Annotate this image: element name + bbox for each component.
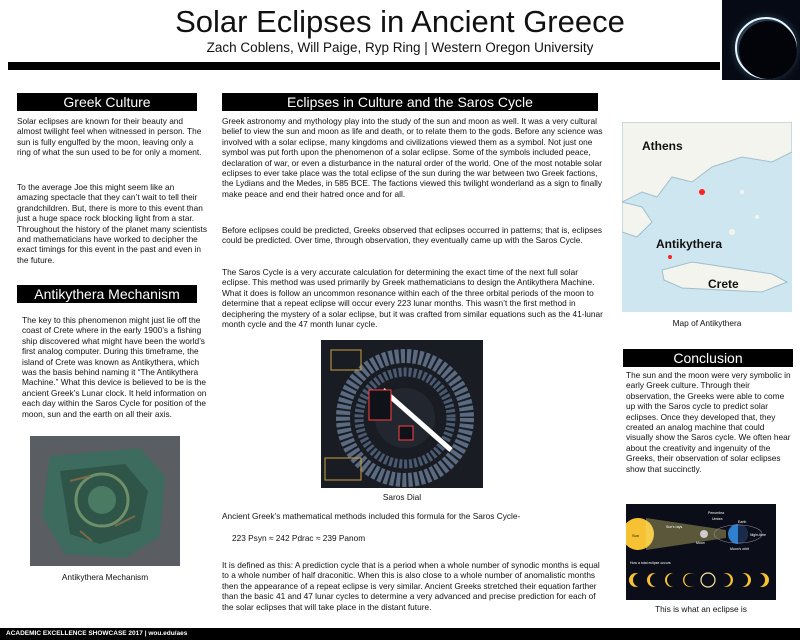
map-label-crete: Crete: [708, 277, 739, 291]
saros-formula-intro: Ancient Greek’s mathematical methods included this formula for the Saros Cycle-: [222, 511, 521, 521]
saros-paragraph-1: Greek astronomy and mythology play into the study of the sun and moon as well. It was a very cultural belief to view the sun and moon as life and death, or to relate them to the gods. Before any science was involved with a solar eclipse, many kingdoms and civilizations viewed them as a symbol. Not just one symbol was put forth upon the phenomenon of a solar eclipse. Some of the symbols included peace, declaration of war, or even a disturbance in the natural order of the world. One of the most notable solar eclipses to ever take place was the total eclipse of the sun during the war between two Greek factions, the Lydians and the Medes, in 585 BCE. The factions viewed this twilight wonderland as a sign to finally make peace and end their hatred once and for all.: [222, 116, 603, 199]
eclipse-diagram: [626, 504, 776, 600]
diagram-label-moon-orbit: Moon's orbit: [730, 547, 749, 551]
conclusion-heading: Conclusion: [623, 349, 793, 367]
diagram-label-penumbra: Penumbra: [708, 511, 725, 515]
map-label-athens: Athens: [642, 139, 683, 153]
saros-dial-caption: Saros Dial: [382, 492, 422, 502]
footer-text: ACADEMIC EXCELLENCE SHOWCASE 2017 | wou.edu/aes: [6, 630, 188, 637]
antikythera-paragraph: The key to this phenomenon might just lie off the coast of Crete where in the early 1900’s a fishing ship discovered what might have been the world’s first analog computer. During this timeframe, the island of Crete was known as Antikythera, which was the basis behind naming it “The Antikythera Machine.” What this device is believed to be is the ancient Greek’s Lunar clock. It held information on each day within the Saros Cycle for position of the moon, sun and the earth on all their axis.: [22, 315, 207, 419]
diagram-label-earth: Earth: [738, 520, 747, 524]
map-label-antikythera: Antikythera: [656, 237, 723, 251]
antikythera-map: [622, 122, 792, 312]
antikythera-mechanism-photo: [30, 436, 180, 566]
saros-paragraph-5: It is defined as this: A prediction cycle that is a period when a whole number of synodic months is equal to a whole number of half draconitic. When this is also close to a whole number of anomalistic months then the appearance of a repeat eclipse is very similar. Ancient Greeks stretched their equation farther than the basic 41 and 47 lunar cycles to determine a very advanced and precise prediction for each of the solar eclipses that will take place in the distant future.: [222, 560, 600, 612]
map-caption: Map of Antikythera: [672, 318, 742, 328]
diagram-label-sun-rays: Sun's rays: [666, 525, 683, 529]
greek-culture-paragraph-2: To the average Joe this might seem like an amazing spectacle that they can’t wait to tell their grandchildren. But, there is more to this event than just a huge space rock blocking light from a star. Throughout the history of the planet many scientists and mathematicians have worked to decipher the exact timings for this event in the past and even in the future.: [17, 182, 208, 265]
greek-culture-heading: Greek Culture: [17, 93, 197, 111]
saros-formula: 223 Psyn ≈ 242 Pdrac ≈ 239 Panom: [232, 533, 366, 543]
antikythera-heading: Antikythera Mechanism: [17, 285, 197, 303]
saros-heading: Eclipses in Culture and the Saros Cycle: [222, 93, 598, 111]
title-divider-bar: [8, 62, 720, 70]
diagram-label-moon: Moon: [696, 541, 705, 545]
eclipse-corner-image: [722, 0, 800, 80]
greek-culture-paragraph-1: Solar eclipses are known for their beauty and almost twilight feel when witnessed in person. The sun is fully engulfed by the moon, leaving only a ring of what the sun used to be for only a moment.: [17, 116, 202, 158]
diagram-label-sun: Sun: [632, 533, 640, 538]
footer-bar: [0, 628, 800, 640]
poster-title: Solar Eclipses in Ancient Greece: [175, 4, 625, 39]
saros-paragraph-2: Before eclipses could be predicted, Greeks observed that eclipses occurred in patterns; that is, eclipses could be predicted. Over time, through observation, they eventually came up with the Saros Cycle.: [222, 225, 603, 246]
poster-authors: Zach Coblens, Will Paige, Ryp Ring | Western Oregon University: [206, 40, 594, 55]
diagram-label-night: Night-time: [750, 533, 766, 537]
antikythera-caption: Antikythera Mechanism: [61, 572, 149, 582]
saros-paragraph-3: The Saros Cycle is a very accurate calculation for determining the exact time of the next full solar eclipse. This method was used primarily by Greek mathematicians to design the Antikythera Machine. What it does is follow an uncommon resonance within each of the three orbital periods of the moon to determine that a repeat eclipse will occur every 223 lunar months. This wasn’t the first method in deciphering the mystery of a solar eclipse, but it was crafted from similar equations such as the 41-lunar month cycle and the 47 month lunar cycle.: [222, 267, 603, 330]
saros-dial-image: [321, 340, 483, 488]
diagram-label-umbra: Umbra: [712, 517, 723, 521]
diagram-label-phases: How a total eclipse occurs: [630, 561, 671, 565]
eclipse-diagram-caption: This is what an eclipse is: [655, 604, 747, 614]
conclusion-paragraph: The sun and the moon were very symbolic in early Greek culture. Through their observation, the Greeks were able to come up with the Saros cycle to predict solar eclipses. Once they developed that, they created an analog machine that could visually show the Saros cycle. We often hear about the creativity and ingenuity of the Greeks, their observation of solar eclipses show that succinctly.: [626, 370, 791, 474]
